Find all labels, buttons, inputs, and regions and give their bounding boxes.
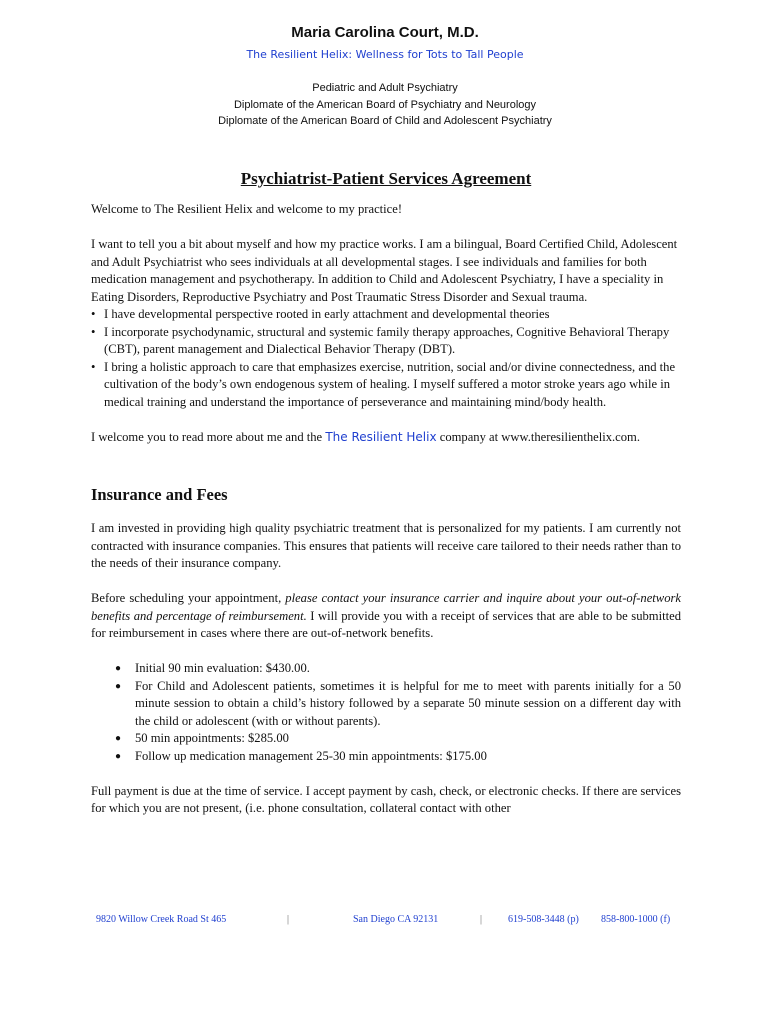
intro-paragraph: I want to tell you a bit about myself and how my practice works. I am a bilingual, Board Certified Child, Adolescent and Adult Psychiatrist who sees individuals at all developmental stages. I see individuals and families for both medication management and psychotherapy. In addition to Child and Adolescent Psychiatry, I have a speciality in Eating Disorders, Reproductive Psychiatry and Post Traumatic Stress Disorder and Sexual trauma. [91, 237, 678, 304]
letterhead [0, 24, 770, 130]
footer-fax: 858-800-1000 (f) [601, 914, 671, 925]
list-item: • I have developmental perspective rooted in early attachment and developmental theories [91, 306, 681, 324]
practice-tagline: The Resilient Helix: Wellness for Tots to Tall People [246, 48, 524, 61]
insurance-heading: Insurance and Fees [91, 485, 228, 504]
brand-name: The Resilient Helix [325, 429, 437, 444]
insurance-paragraph: I am invested in providing high quality psychiatric treatment that is personalized for my patients. I am currently not contracted with insurance companies. This ensures that patients will receive care tailored to their needs rather than to the needs of their insurance company. [91, 521, 681, 570]
doctor-name: Maria Carolina Court, M.D. [291, 24, 479, 41]
list-item: • I bring a holistic approach to care that emphasizes exercise, nutrition, social and/or divine connectedness, and the cultivation of the body’s own endogenous system of healing. I myself suffered a motor stroke years ago while in medical training and understand the importance of perseverance and maintaining mind/body health. [91, 359, 681, 412]
read-more-paragraph: I welcome you to read more about me and the The Resilient Helix company at www.theresilienthelix.com. [91, 429, 641, 444]
footer-city: San Diego CA 92131 [353, 914, 439, 925]
credential-line: Pediatric and Adult Psychiatry [312, 82, 458, 94]
credential-line: Diplomate of the American Board of Child and Adolescent Psychiatry [218, 115, 552, 127]
credential-line: Diplomate of the American Board of Psychiatry and Neurology [233, 98, 537, 111]
welcome-paragraph: Welcome to The Resilient Helix and welcome to my practice! [91, 202, 403, 216]
credentials [0, 80, 770, 130]
fee-list [91, 660, 681, 765]
document-title: Psychiatrist-Patient Services Agreement [240, 169, 532, 188]
footer-separator: | [480, 914, 483, 925]
practice-bullets [91, 306, 681, 411]
list-item: • I incorporate psychodynamic, structural and systemic family therapy approaches, Cognitive Behavioral Therapy (CBT), parent management and Dialectical Behavior Therapy (DBT). [91, 324, 681, 359]
footer-phone: 619-508-3448 (p) [508, 914, 579, 925]
footer-separator: | [287, 914, 290, 925]
list-item: ● For Child and Adolescent patients, sometimes it is helpful for me to meet with parents initially for a 50 minute session to obtain a child’s history followed by a separate 50 minute session on a different day with the child or adolescent (with or without parents). [135, 678, 681, 731]
list-item: ● 50 min appointments: $285.00 [135, 730, 681, 748]
list-item: ● Initial 90 min evaluation: $430.00. [135, 660, 681, 678]
reimbursement-paragraph: Before scheduling your appointment, please contact your insurance carrier and inquire about your out-of-network benefits and percentage of reimbursement. I will provide you with a receipt of services that are able to be submitted for reimbursement in cases where there are out-of-network benefits. [91, 591, 681, 640]
list-item: ● Follow up medication management 25-30 min appointments: $175.00 [135, 748, 681, 766]
payment-paragraph: Full payment is due at the time of service. I accept payment by cash, check, or electronic checks. If there are services for which you are not present, (i.e. phone consultation, collateral contact with other [91, 783, 681, 815]
footer-address: 9820 Willow Creek Road St 465 [96, 914, 227, 925]
document-body [91, 168, 681, 818]
